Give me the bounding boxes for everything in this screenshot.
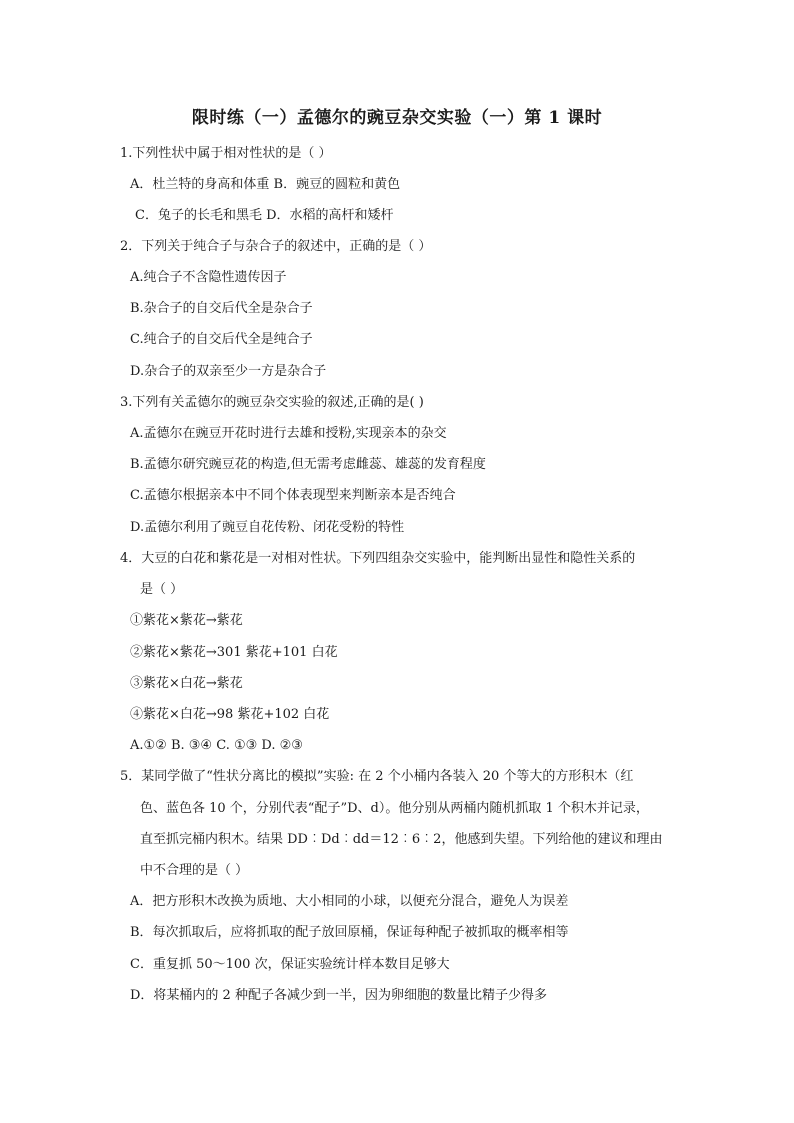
question-5-option-b: B．每次抓取后，应将抓取的配子放回原桶，保证每种配子被抓取的概率相等: [130, 925, 569, 940]
question-1-options-cd: C．兔子的长毛和黑毛 D．水稻的高杆和矮杆: [135, 208, 394, 223]
page-title: 限时练（一）孟德尔的豌豆杂交实验（一）第 1 课时: [191, 108, 603, 128]
question-4-item-3: ③紫花×白花→紫花: [130, 676, 243, 691]
question-4-item-1: ①紫花×紫花→紫花: [130, 613, 243, 628]
question-5-stem-continued-3: 中不合理的是（ ）: [140, 863, 249, 878]
question-3-stem: 3.下列有关孟德尔的豌豆杂交实验的叙述,正确的是( ): [120, 395, 424, 410]
question-3-option-a: A.孟德尔在豌豆开花时进行去雄和授粉,实现亲本的杂交: [130, 426, 447, 441]
question-5-option-a: A．把方形积木改换为质地、大小相同的小球，以便充分混合，避免人为误差: [130, 894, 569, 909]
question-5-stem-continued-1: 色、蓝色各 10 个，分别代表“配子”D、d）。他分别从两桶内随机抓取 1 个积木并记录，: [140, 801, 649, 816]
question-2-option-c: C.纯合子的自交后代全是纯合子: [130, 332, 313, 347]
question-4-stem-continued: 是（ ）: [140, 582, 184, 597]
question-2-option-d: D.杂合子的双亲至少一方是杂合子: [130, 364, 327, 379]
question-2-option-b: B.杂合子的自交后代全是杂合子: [130, 301, 313, 316]
question-4-stem: 4．大豆的白花和紫花是一对相对性状。下列四组杂交实验中，能判断出显性和隐性关系的: [120, 551, 636, 566]
question-5-option-d: D．将某桶内的 2 种配子各减少到一半，因为卵细胞的数量比精子少得多: [130, 988, 547, 1003]
question-1-options-ab: A．杜兰特的身高和体重 B．豌豆的圆粒和黄色: [130, 177, 401, 192]
question-4-options: A.①② B. ③④ C. ①③ D. ②③: [130, 738, 303, 753]
question-1-stem: 1.下列性状中属于相对性状的是（ ）: [120, 146, 332, 161]
question-3-option-c: C.孟德尔根据亲本中不同个体表现型来判断亲本是否纯合: [130, 488, 456, 503]
question-4-item-2: ②紫花×紫花→301 紫花+101 白花: [130, 645, 338, 660]
question-2-option-a: A.纯合子不含隐性遗传因子: [130, 270, 287, 285]
question-2-stem: 2．下列关于纯合子与杂合子的叙述中，正确的是（ ）: [120, 239, 432, 254]
question-4-item-4: ④紫花×白花→98 紫花+102 白花: [130, 707, 330, 722]
question-5-option-c: C．重复抓 50～100 次，保证实验统计样本数目足够大: [130, 957, 450, 972]
question-5-stem: 5．某同学做了“性状分离比的模拟”实验: 在 2 个小桶内各装入 20 个等大的方形积木（红: [120, 769, 634, 784]
question-3-option-d: D.孟德尔利用了豌豆自花传粉、闭花受粉的特性: [130, 520, 405, 535]
question-5-stem-continued-2: 直至抓完桶内积木。结果 DD︰Dd︰dd＝12︰6︰2，他感到失望。下列给他的建议和理由: [140, 832, 663, 847]
question-3-option-b: B.孟德尔研究豌豆花的构造,但无需考虑雌蕊、雄蕊的发育程度: [130, 457, 486, 472]
